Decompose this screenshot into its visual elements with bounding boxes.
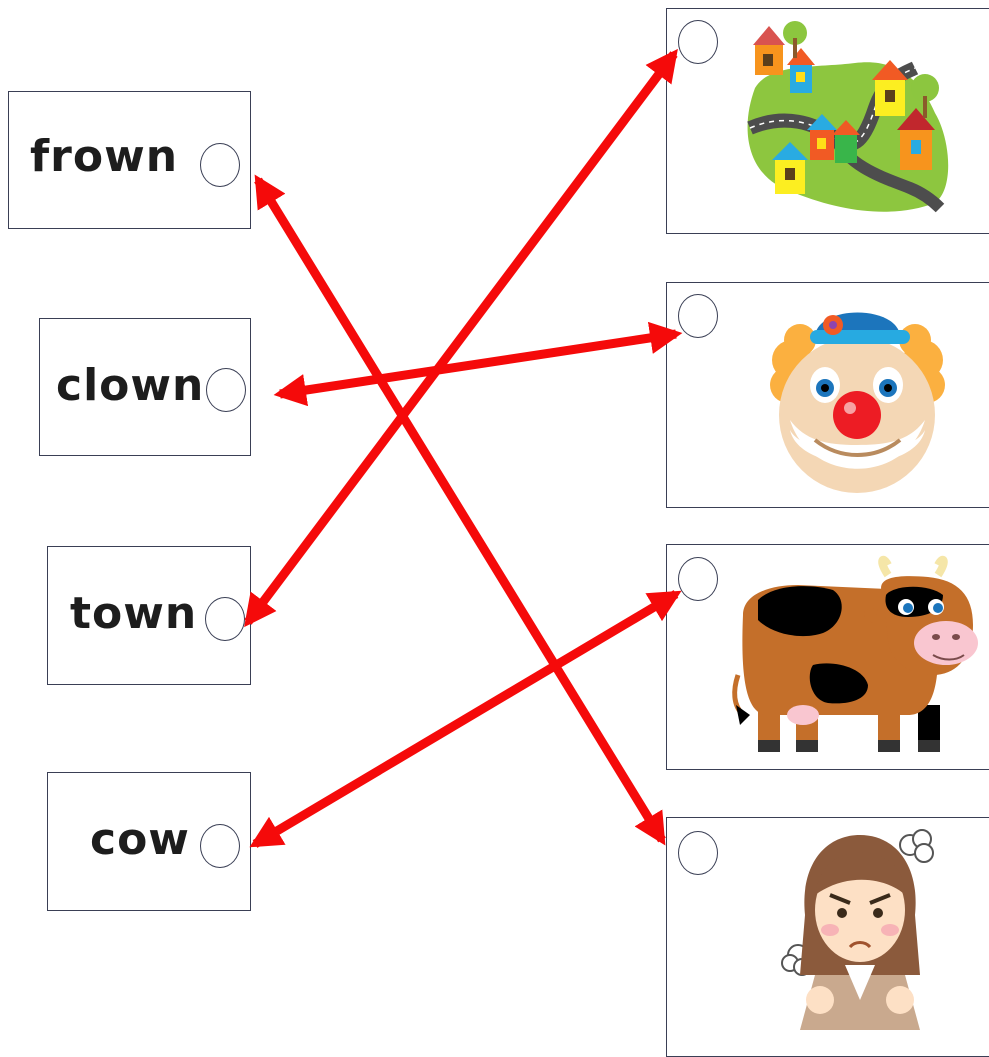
connector-dot-clown[interactable] — [206, 368, 246, 412]
frowning-girl-icon — [780, 825, 950, 1030]
arrow-clown-match — [280, 334, 676, 394]
connector-dot-town[interactable] — [205, 597, 245, 641]
picture-dot-frown[interactable] — [678, 831, 718, 875]
connector-dot-cow[interactable] — [200, 824, 240, 868]
clown-face-icon — [770, 300, 945, 495]
word-label-clown: clown — [56, 360, 205, 411]
town-map-icon — [735, 18, 950, 218]
arrow-town-match — [248, 54, 674, 622]
picture-dot-town[interactable] — [678, 20, 718, 64]
word-label-cow: cow — [90, 814, 190, 865]
connector-dot-frown[interactable] — [200, 143, 240, 187]
arrow-frown-match — [258, 180, 662, 840]
picture-dot-clown[interactable] — [678, 294, 718, 338]
word-label-frown: frown — [30, 131, 179, 182]
arrow-cow-match — [255, 594, 676, 844]
word-label-town: town — [70, 588, 198, 639]
picture-dot-cow[interactable] — [678, 557, 718, 601]
cow-icon — [728, 555, 983, 760]
